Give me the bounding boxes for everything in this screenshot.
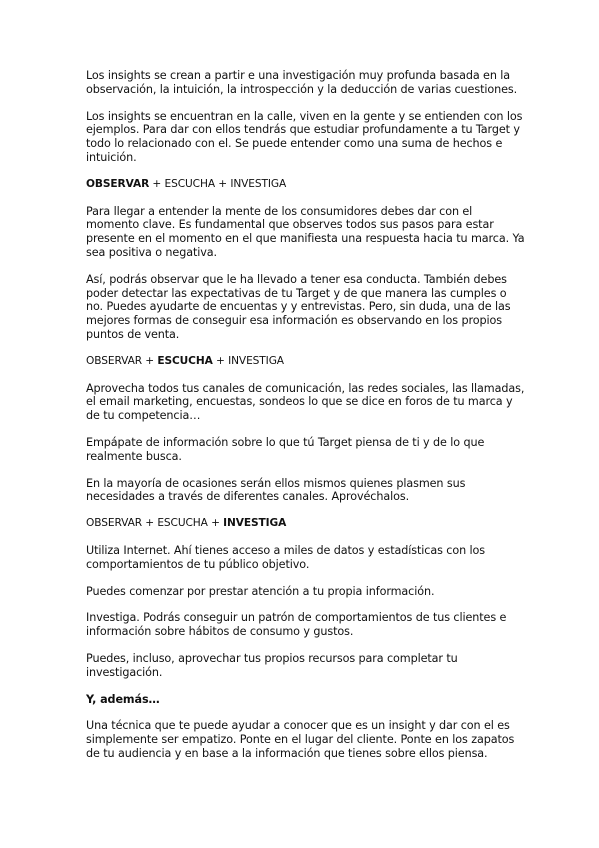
paragraph-propia-informacion: Puedes comenzar por prestar atención a tu propia información.	[86, 584, 435, 598]
paragraph-insights-street: Los insights se encuentran en la calle, viven en la gente y se entienden con los ejemplos. Para dar con ellos tendrás que estudiar profundamente a tu Target y todo lo relacionado con el. Se puede entender como una suma de hechos e intuición.	[86, 109, 523, 164]
paragraph-canales: Aprovecha todos tus canales de comunicación, las redes sociales, las llamadas, el email marketing, encuestas, sondeos lo que se dice en foros de tu marca y de tu competencia…	[86, 381, 525, 423]
heading-word-escucha: ESCUCHA	[164, 177, 215, 190]
heading-word-investiga: INVESTIGA	[230, 177, 287, 190]
paragraph-patron: Investiga. Podrás conseguir un patrón de comportamientos de tus clientes e información sobre hábitos de consumo y gustos.	[86, 611, 507, 639]
heading-word-investiga: INVESTIGA	[228, 354, 284, 367]
heading-word-escucha: ESCUCHA	[157, 354, 213, 367]
heading-escucha	[86, 355, 526, 369]
paragraph-momento-clave: Para llegar a entender la mente de los consumidores debes dar con el momento clave. Es fundamental que observes todos sus pasos para estar presente en el momento en el que manifiesta una respuesta hacia tu marca. Ya sea positiva o negativa.	[86, 204, 525, 259]
paragraph-necesidades: En la mayoría de ocasiones serán ellos mismos quienes plasmen sus necesidades a través de diferentes canales. Aprovéchalos.	[86, 476, 466, 504]
heading-word-observar: OBSERVAR	[86, 517, 142, 530]
heading-word-investiga: INVESTIGA	[223, 517, 287, 530]
heading-plus: +	[216, 354, 225, 367]
heading-word-observar: OBSERVAR	[86, 354, 142, 367]
paragraph-recursos: Puedes, incluso, aprovechar tus propios recursos para completar tu investigación.	[86, 651, 458, 679]
heading-plus: +	[152, 177, 162, 190]
heading-plus: +	[218, 177, 228, 190]
document-body	[86, 69, 526, 774]
paragraph-empapate: Empápate de información sobre lo que tú Target piensa de ti y de lo que realmente busca.	[86, 435, 485, 463]
heading-word-escucha: ESCUCHA	[157, 517, 208, 530]
paragraph-intro: Los insights se crean a partir e una investigación muy profunda basada en la observación, la intuición, la introspección y la deducción de varias cuestiones.	[86, 69, 518, 96]
heading-investiga	[86, 517, 526, 531]
heading-observar	[86, 178, 526, 192]
heading-plus: +	[145, 354, 155, 367]
subheading-ademas: Y, además…	[86, 692, 160, 706]
paragraph-observar-conducta: Así, podrás observar que le ha llevado a tener esa conducta. También debes poder detectar las expectativas de tu Target y de que manera las cumples o no. Puedes ayudarte de encuentas y y entrevistas. Pero, sin duda, una de las mejores formas de conseguir esa información es observando en los propios puntos de venta.	[86, 272, 511, 341]
heading-plus: +	[145, 517, 155, 530]
paragraph-internet: Utiliza Internet. Ahí tienes acceso a miles de datos y estadísticas con los comportamientos de tu público objetivo.	[86, 543, 486, 571]
heading-plus: +	[211, 517, 220, 530]
paragraph-empatizar: Una técnica que te puede ayudar a conocer que es un insight y dar con el es simplemente ser empatizo. Ponte en el lugar del cliente. Ponte en los zapatos de tu audiencia y en base a la información que tienes sobre ellos piensa.	[86, 719, 515, 760]
heading-word-observar: OBSERVAR	[86, 177, 150, 190]
